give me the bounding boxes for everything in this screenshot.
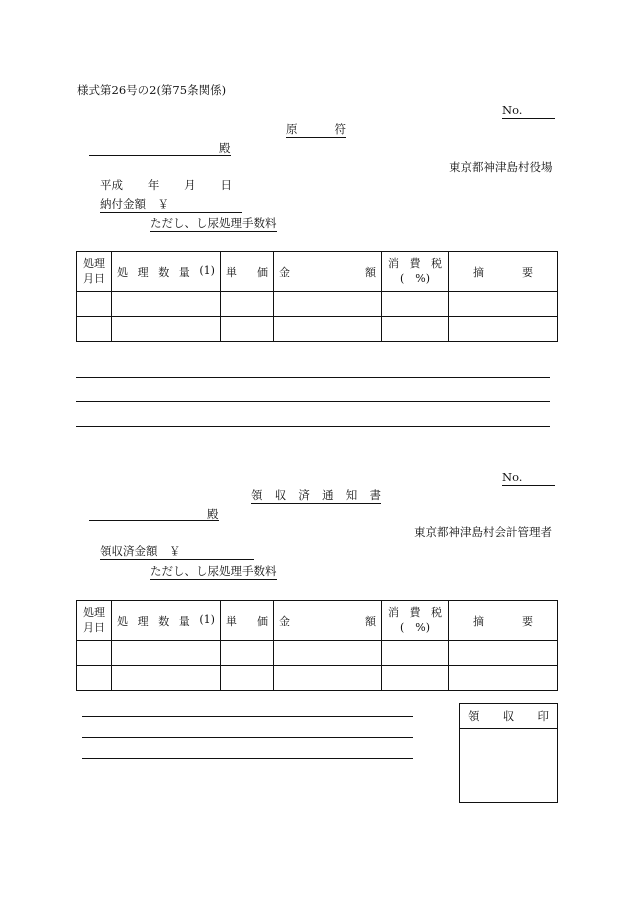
writing-line: [76, 426, 550, 427]
header-quantity: 処 理 数 量 (1): [112, 252, 221, 292]
writing-line: [82, 758, 413, 759]
table-header-row: [77, 252, 558, 292]
header-quantity: 処 理 数 量 (1): [112, 601, 221, 641]
addressee-line: [89, 520, 219, 521]
writing-line: [76, 377, 550, 378]
table-row: [77, 317, 558, 342]
receipt-stamp-box: [459, 703, 558, 803]
title-char: 符: [334, 122, 346, 136]
fee-note: ただし、し尿処理手数料: [150, 564, 277, 578]
issuer-name: 東京都神津島村役場: [449, 160, 553, 174]
section-title: [251, 490, 381, 504]
header-tax: 消 費 税 ( %): [382, 252, 449, 292]
header-unit-price: 単 価: [221, 252, 274, 292]
document-number-label: No.: [502, 105, 555, 119]
fee-table-bottom: [76, 600, 558, 691]
addressee-suffix: 殿: [219, 141, 231, 155]
addressee-suffix: 殿: [207, 507, 219, 521]
document-number-label: No.: [502, 472, 555, 486]
date-month: 月: [184, 178, 196, 192]
form-code: 様式第26号の2(第75条関係): [77, 83, 227, 97]
title-char: 原: [286, 122, 298, 136]
header-amount: 金 額: [274, 601, 382, 641]
table-row: [77, 292, 558, 317]
table-header-row: [77, 601, 558, 641]
date-year: 年: [147, 178, 160, 192]
title-char: 書: [369, 488, 381, 502]
header-remarks: 摘 要: [449, 252, 558, 292]
issuer-name: 東京都神津島村会計管理者: [414, 525, 552, 539]
header-tax: 消 費 税 ( %): [382, 601, 449, 641]
title-char: 済: [298, 488, 310, 502]
date-day: 日: [220, 178, 232, 192]
title-char: 通: [322, 488, 334, 502]
table-row: [77, 666, 558, 691]
writing-line: [82, 716, 413, 717]
payment-amount-label: 納付金額 ￥: [100, 199, 242, 213]
header-unit-price: 単 価: [221, 601, 274, 641]
date-era: 平成: [100, 178, 123, 192]
page-title: [286, 124, 346, 138]
header-remarks: 摘 要: [449, 601, 558, 641]
writing-line: [76, 401, 550, 402]
title-char: 領: [251, 488, 263, 502]
header-date: 処理 月日: [77, 252, 112, 292]
received-amount-label: 領収済金額 ￥: [100, 546, 254, 560]
title-char: 収: [274, 488, 287, 502]
title-char: 知: [345, 488, 358, 502]
date-row: [100, 180, 232, 192]
table-row: [77, 641, 558, 666]
fee-note: ただし、し尿処理手数料: [150, 216, 277, 230]
fee-table-top: [76, 251, 558, 342]
addressee-line: [89, 155, 231, 156]
header-amount: 金 額: [274, 252, 382, 292]
stamp-label: 領 収 印: [460, 704, 557, 729]
header-date: 処理 月日: [77, 601, 112, 641]
writing-line: [82, 737, 413, 738]
